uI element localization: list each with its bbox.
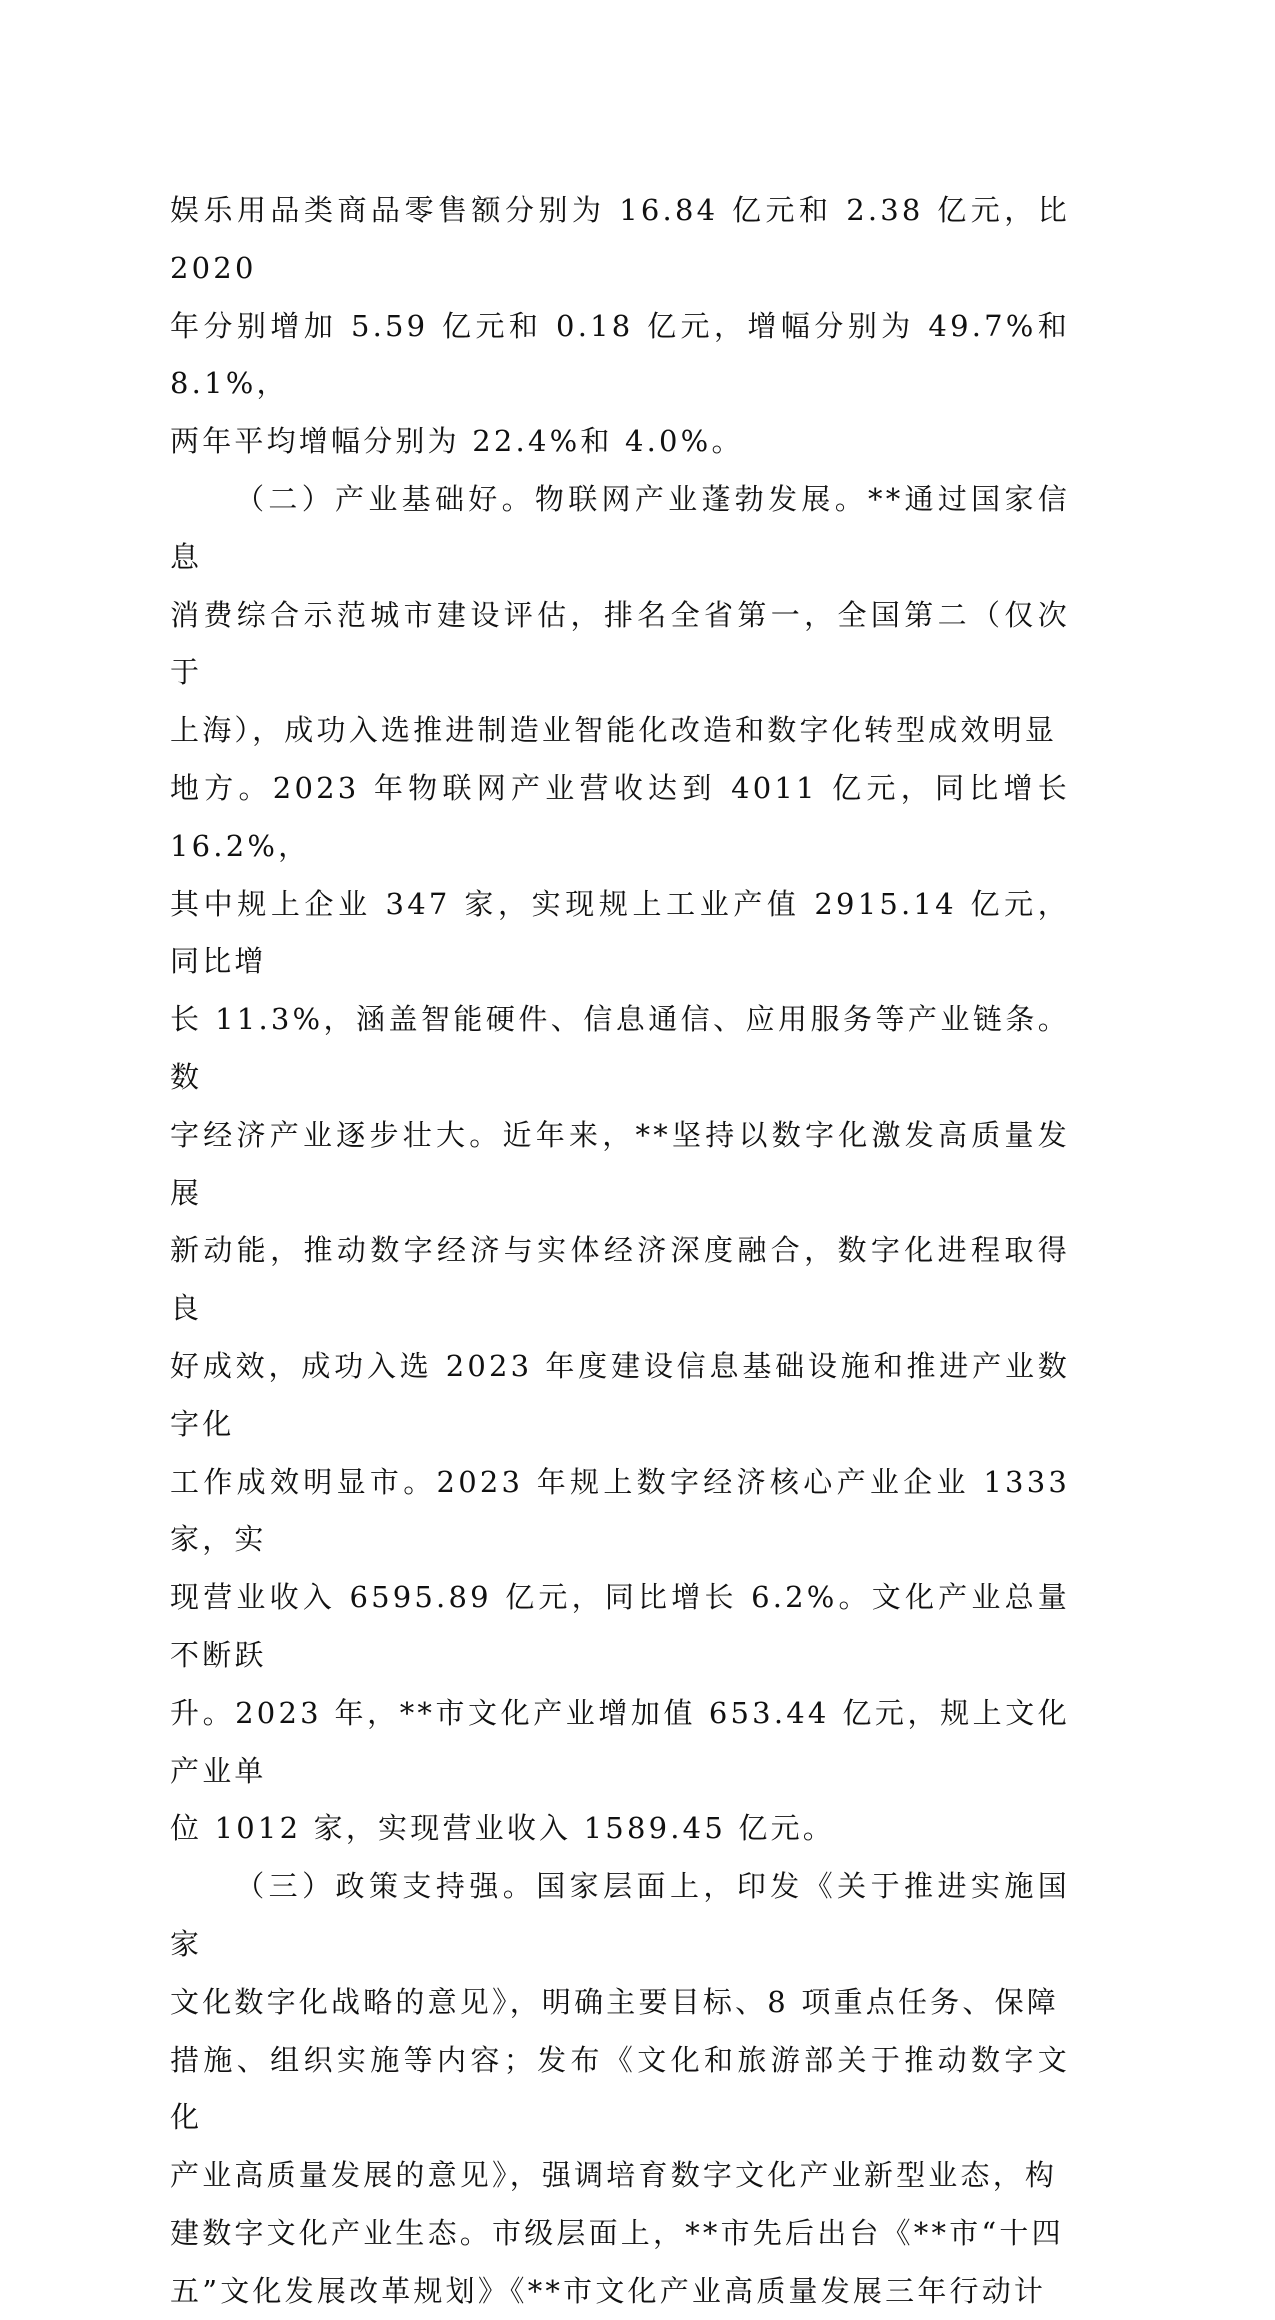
section-heading-policy: （三）政策支持强。 xyxy=(234,1869,537,1904)
text-line: 好成效，成功入选 2023 年度建设信息基础设施和推进产业数字化 xyxy=(170,1348,1070,1441)
paragraph-policy-support xyxy=(170,1858,1070,2320)
text-line: 年分别增加 5.59 亿元和 0.18 亿元，增幅分别为 49.7%和 8.1%， xyxy=(170,308,1070,401)
text-line: 国家层面上，印发《关于推进实施国家 xyxy=(170,1869,1070,1961)
text-line: 字经济产业逐步壮大。近年来，**坚持以数字化激发高质量发展 xyxy=(170,1117,1070,1210)
text-line: 位 1012 家，实现营业收入 1589.45 亿元。 xyxy=(170,1811,835,1846)
text-line: 五”文化发展改革规划》《**市文化产业高质量发展三年行动计 xyxy=(170,2273,1047,2308)
text-line: 长 11.3%，涵盖智能硬件、信息通信、应用服务等产业链条。数 xyxy=(170,1002,1070,1094)
text-line: 工作成效明显市。2023 年规上数字经济核心产业企业 1333 家，实 xyxy=(170,1464,1070,1557)
text-line: 建数字文化产业生态。市级层面上，**市先后出台《**市“十四 xyxy=(170,2215,1064,2250)
text-line: 文化数字化战略的意见》，明确主要目标、8 项重点任务、保障 xyxy=(170,1984,1059,2019)
text-line: 两年平均增幅分别为 22.4%和 4.0%。 xyxy=(170,424,744,459)
paragraph-industry-foundation xyxy=(170,471,1070,1858)
section-heading-industry: （二）产业基础好。 xyxy=(234,481,535,516)
paragraph-retail-sales xyxy=(170,182,1070,471)
text-line: 地方。2023 年物联网产业营收达到 4011 亿元，同比增长 16.2%， xyxy=(170,770,1070,863)
text-line: 娱乐用品类商品零售额分别为 16.84 亿元和 2.38 亿元，比 2020 xyxy=(170,193,1070,285)
text-line: 物联网产业蓬勃发展。**通过国家信息 xyxy=(170,481,1070,574)
text-line: 措施、组织实施等内容；发布《文化和旅游部关于推动数字文化 xyxy=(170,2042,1070,2135)
text-line: 升。2023 年，**市文化产业增加值 653.44 亿元，规上文化产业单 xyxy=(170,1695,1070,1788)
document-page xyxy=(170,182,1070,2320)
text-line: 消费综合示范城市建设评估，排名全省第一，全国第二（仅次于 xyxy=(170,597,1070,690)
text-line: 现营业收入 6595.89 亿元，同比增长 6.2%。文化产业总量不断跃 xyxy=(170,1580,1070,1672)
text-line: 新动能，推动数字经济与实体经济深度融合，数字化进程取得良 xyxy=(170,1233,1070,1326)
text-line: 上海），成功入选推进制造业智能化改造和数字化转型成效明显 xyxy=(170,713,1058,748)
text-line: 产业高质量发展的意见》，强调培育数字文化产业新型业态，构 xyxy=(170,2158,1058,2193)
text-line: 其中规上企业 347 家，实现规上工业产值 2915.14 亿元，同比增 xyxy=(170,886,1070,979)
